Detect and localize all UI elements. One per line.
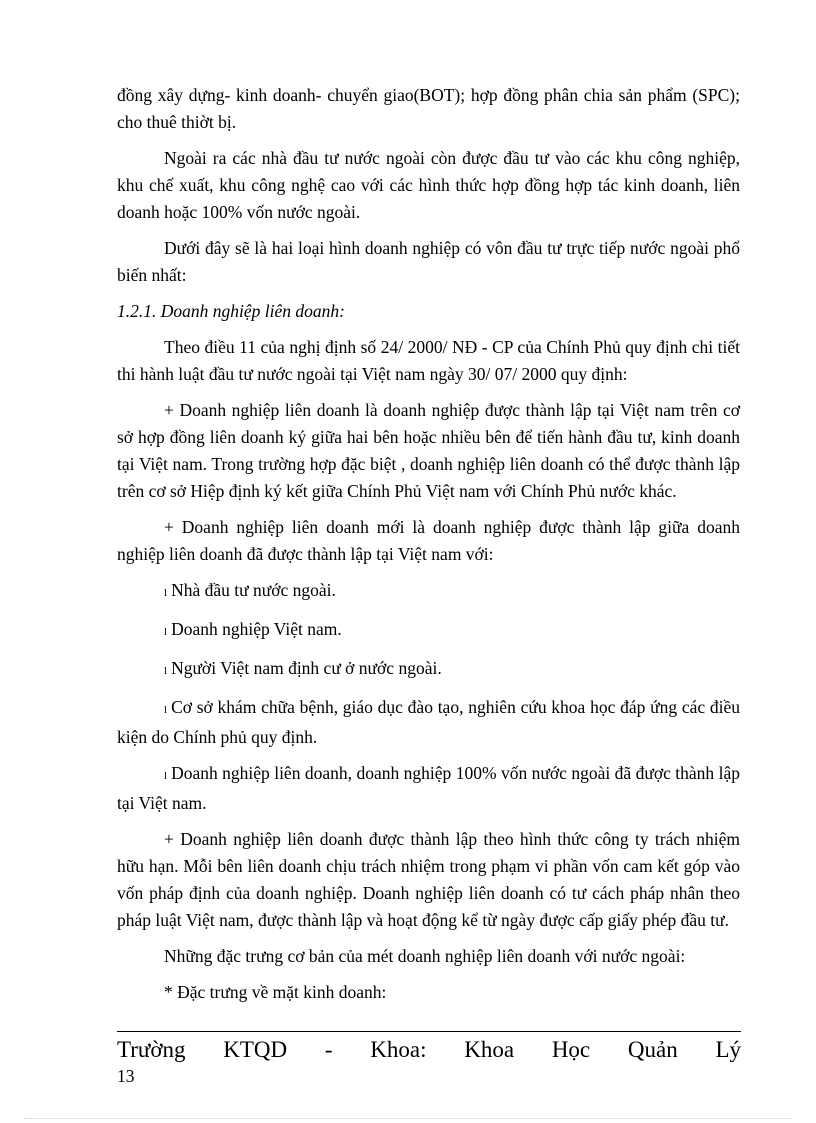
footer-word: - <box>324 1037 333 1062</box>
footer-word: Khoa <box>464 1037 515 1062</box>
paragraph-1: đồng xây dựng- kinh doanh- chuyển giao(BOT); hợp đồng phân chia sản phẩm (SPC); cho thuê thiờt bị. <box>117 85 740 132</box>
footer-word: Trường <box>117 1037 186 1062</box>
list-item <box>117 616 740 646</box>
paragraph-6: + Doanh nghiệp liên doanh mới là doanh nghiệp được thành lập giữa doanh nghiệp liên doanh đã được thành lập tại Việt nam với: <box>117 517 740 564</box>
page-edge-divider <box>24 1118 792 1119</box>
bullet-mark: l <box>164 704 168 716</box>
page-number: 13 <box>117 1066 135 1086</box>
paragraph-4: Theo điều 11 của nghị định số 24/ 2000/ NĐ - CP của Chính Phủ quy định chi tiết thi hành luật đầu tư nước ngoài tại Việt nam ngày 30/ 07/ 2000 quy định: <box>117 337 740 384</box>
bullet-mark: l <box>164 626 168 638</box>
list-item <box>117 655 740 685</box>
document-body <box>117 82 740 1015</box>
paragraph-7: + Doanh nghiệp liên doanh được thành lập theo hình thức công ty trách nhiệm hữu hạn. Mỗi bên liên doanh chịu trách nhiệm trong phạm vi phần vốn cam kết góp vào vốn pháp định của doanh nghiệp. Doanh nghiệp liên doanh có tư cách pháp nhân theo pháp luật Việt nam, được thành lập và hoạt động kể từ ngày được cấp giấy phép đầu tư. <box>117 829 740 930</box>
footer-word: Lý <box>715 1037 741 1062</box>
footer-divider <box>117 1031 741 1032</box>
paragraph-8: Những đặc trưng cơ bản của mét doanh nghiệp liên doanh với nước ngoài: <box>164 946 686 966</box>
bullet-mark: l <box>164 770 168 782</box>
paragraph-3: Dưới đây sẽ là hai loại hình doanh nghiệp có vôn đầu tư trực tiếp nước ngoài phổ biến nhất: <box>117 238 740 285</box>
footer <box>117 1036 741 1064</box>
section-heading: 1.2.1. Doanh nghiệp liên doanh: <box>117 301 345 321</box>
list-item-text: Người Việt nam định cư ở nước ngoài. <box>171 658 442 678</box>
paragraph-2: Ngoài ra các nhà đầu tư nước ngoài còn được đầu tư vào các khu công nghiệp, khu chế xuất, khu công nghệ cao với các hình thức hợp đồng hợp tác kinh doanh, liên doanh hoặc 100% vốn nước ngoài. <box>117 148 740 222</box>
list-item-text: Doanh nghiệp liên doanh, doanh nghiệp 100% vốn nước ngoài đã được thành lập tại Việt nam. <box>117 763 740 813</box>
list-item <box>117 577 740 607</box>
bullet-mark: l <box>164 665 168 677</box>
footer-word: Quản <box>627 1037 678 1062</box>
list-item-text: Doanh nghiệp Việt nam. <box>171 619 342 639</box>
footer-word: Khoa: <box>370 1037 427 1062</box>
bullet-mark: l <box>164 587 168 599</box>
list-item-text: Nhà đầu tư nước ngoài. <box>171 580 336 600</box>
list-item-text: Cơ sở khám chữa bệnh, giáo dục đào tạo, nghiên cứu khoa học đáp ứng các điều kiện do Chính phủ quy định. <box>117 697 740 747</box>
paragraph-5: + Doanh nghiệp liên doanh là doanh nghiệp được thành lập tại Việt nam trên cơ sở hợp đồng liên doanh ký giữa hai bên hoặc nhiều bên để tiến hành đầu tư, kinh doanh tại Việt nam. Trong trường hợp đặc biệt , doanh nghiệp liên doanh có thể được thành lập trên cơ sở Hiệp định ký kết giữa Chính Phủ Việt nam với Chính Phủ nước khác. <box>117 400 740 501</box>
footer-word: Học <box>551 1037 591 1062</box>
paragraph-9: * Đặc trưng về mặt kinh doanh: <box>164 982 387 1002</box>
footer-word: KTQD <box>223 1037 288 1062</box>
list-item <box>117 694 740 751</box>
list-item <box>117 760 740 817</box>
